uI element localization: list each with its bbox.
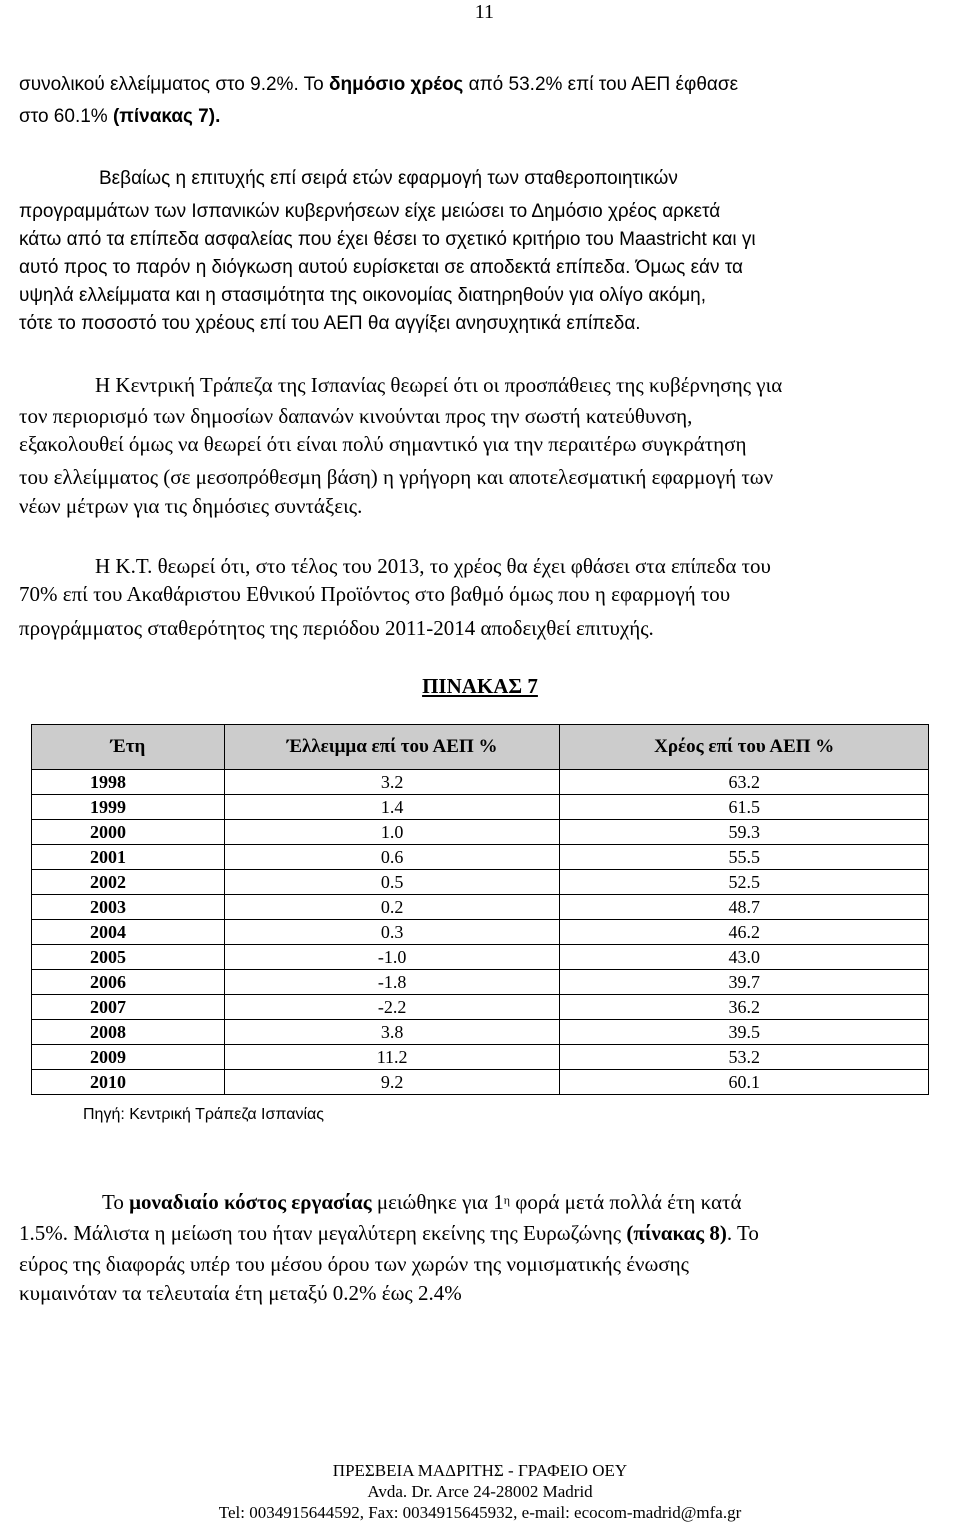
cell-deficit: 0.3 xyxy=(224,920,560,945)
table-row xyxy=(32,795,929,820)
para4-line-1: Η Κ.Τ. θεωρεί ότι, στο τέλος του 2013, το χρέος θα έχει φθάσει στα επίπεδα του xyxy=(95,554,771,578)
para4-line-3: προγράμματος σταθερότητος της περιόδου 2011-2014 αποδειχθεί επιτυχής. xyxy=(19,616,654,640)
cell-deficit: 11.2 xyxy=(224,1045,560,1070)
table-row xyxy=(32,995,929,1020)
header-deficit: Έλλειμμα επί του ΑΕΠ % xyxy=(224,725,560,770)
cell-year: 2010 xyxy=(32,1070,225,1095)
cell-debt: 52.5 xyxy=(560,870,929,895)
table-row xyxy=(32,970,929,995)
para3-line-5: νέων μέτρων για τις δημόσιες συντάξεις. xyxy=(19,494,363,518)
cell-debt: 59.3 xyxy=(560,820,929,845)
cell-debt: 60.1 xyxy=(560,1070,929,1095)
cell-deficit: -2.2 xyxy=(224,995,560,1020)
cell-year: 1998 xyxy=(32,770,225,795)
para3-line-4: του ελλείμματος (σε μεσοπρόθεσμη βάση) η γρήγορη και αποτελεσματική εφαρμογή των xyxy=(19,465,774,489)
para2-line-3: κάτω από τα επίπεδα ασφαλείας που έχει θέσει το σχετικό κριτήριο του Maastricht και γι xyxy=(19,229,756,250)
cell-deficit: 3.2 xyxy=(224,770,560,795)
cell-year: 2001 xyxy=(32,845,225,870)
cell-debt: 39.5 xyxy=(560,1020,929,1045)
cell-deficit: 3.8 xyxy=(224,1020,560,1045)
footer-contact: Tel: 0034915644592, Fax: 0034915645932, e-mail: ecocom-madrid@mfa.gr xyxy=(218,1503,742,1522)
cell-debt: 55.5 xyxy=(560,845,929,870)
cell-debt: 63.2 xyxy=(560,770,929,795)
para3-line-2: τον περιορισμό των δημοσίων δαπανών κινούνται προς την σωστή κατεύθυνση, xyxy=(19,404,693,428)
cell-deficit: -1.0 xyxy=(224,945,560,970)
cell-debt: 53.2 xyxy=(560,1045,929,1070)
cell-year: 2008 xyxy=(32,1020,225,1045)
table-row xyxy=(32,920,929,945)
cell-deficit: 1.0 xyxy=(224,820,560,845)
para2-line-1: Βεβαίως η επιτυχής επί σειρά ετών εφαρμογή των σταθεροποιητικών xyxy=(99,168,678,189)
table-row xyxy=(32,820,929,845)
table-header-row xyxy=(32,725,929,770)
cell-deficit: 9.2 xyxy=(224,1070,560,1095)
para5-line-3: εύρος της διαφοράς υπέρ του μέσου όρου των χωρών της νομισματικής ένωσης xyxy=(19,1252,689,1276)
para2-line-4: αυτό προς το παρόν η διόγκωση αυτού ευρίσκεται σε αποδεκτά επίπεδα. Όμως εάν τα xyxy=(19,257,744,278)
table-row xyxy=(32,1070,929,1095)
para1-line-1: συνολικού ελλείμματος στο 9.2%. Το δημόσιο χρέος από 53.2% επί του ΑΕΠ έφθασε xyxy=(19,74,739,95)
debt-deficit-table xyxy=(31,724,929,1095)
header-years: Έτη xyxy=(32,725,225,770)
cell-year: 2002 xyxy=(32,870,225,895)
cell-debt: 39.7 xyxy=(560,970,929,995)
cell-year: 2003 xyxy=(32,895,225,920)
cell-year: 1999 xyxy=(32,795,225,820)
cell-year: 2004 xyxy=(32,920,225,945)
table-row xyxy=(32,770,929,795)
cell-debt: 36.2 xyxy=(560,995,929,1020)
cell-year: 2006 xyxy=(32,970,225,995)
table-title: ΠΙΝΑΚΑΣ 7 xyxy=(422,674,538,698)
page-number: 11 xyxy=(474,1,494,23)
table-row xyxy=(32,1045,929,1070)
para2-line-5: υψηλά ελλείμματα και η στασιμότητα της οικονομίας διατηρηθούν για ολίγο ακόμη, xyxy=(19,285,707,306)
table-source: Πηγή: Κεντρική Τράπεζα Ισπανίας xyxy=(83,1106,324,1123)
para2-line-6: τότε το ποσοστό του χρέους επί του ΑΕΠ θα αγγίξει ανησυχητικά επίπεδα. xyxy=(19,313,641,334)
cell-deficit: 1.4 xyxy=(224,795,560,820)
para5-line-2: 1.5%. Μάλιστα η μείωση του ήταν μεγαλύτερη εκείνης της Ευρωζώνης (πίνακας 8). Το xyxy=(19,1221,759,1245)
cell-debt: 46.2 xyxy=(560,920,929,945)
cell-debt: 61.5 xyxy=(560,795,929,820)
cell-year: 2009 xyxy=(32,1045,225,1070)
table-row xyxy=(32,945,929,970)
header-debt: Χρέος επί του ΑΕΠ % xyxy=(560,725,929,770)
cell-debt: 43.0 xyxy=(560,945,929,970)
table-row xyxy=(32,870,929,895)
cell-debt: 48.7 xyxy=(560,895,929,920)
para4-line-2: 70% επί του Ακαθάριστου Εθνικού Προϊόντος στο βαθμό όμως που η εφαρμογή του xyxy=(19,582,731,606)
cell-deficit: 0.6 xyxy=(224,845,560,870)
para5-line-1: Το μοναδιαίο κόστος εργασίας μειώθηκε για $1^\eta$ φορά μετά πολλά έτη κατά xyxy=(102,1190,742,1214)
para2-line-2: προγραμμάτων των Ισπανικών κυβερνήσεων είχε μειώσει το Δημόσιο χρέος αρκετά xyxy=(19,201,721,222)
para5-line-4: κυμαινόταν τα τελευταία έτη μεταξύ 0.2% έως 2.4% xyxy=(19,1281,462,1305)
table-row xyxy=(32,845,929,870)
para1-line-2: στο 60.1% (πίνακας 7). xyxy=(19,106,221,127)
cell-year: 2005 xyxy=(32,945,225,970)
cell-deficit: -1.8 xyxy=(224,970,560,995)
table-row xyxy=(32,1020,929,1045)
cell-deficit: 0.2 xyxy=(224,895,560,920)
footer-embassy: ΠΡΕΣΒΕΙΑ ΜΑΔΡΙΤΗΣ - ΓΡΑΦΕΙΟ ΟΕΥ xyxy=(332,1461,628,1480)
cell-year: 2000 xyxy=(32,820,225,845)
para3-line-1: Η Κεντρική Τράπεζα της Ισπανίας θεωρεί ότι οι προσπάθειες της κυβέρνησης για xyxy=(95,373,783,397)
table-row xyxy=(32,895,929,920)
para3-line-3: εξακολουθεί όμως να θεωρεί ότι είναι πολύ σημαντικό για την περαιτέρω συγκράτηση xyxy=(19,432,747,456)
footer-address: Avda. Dr. Arce 24-28002 Madrid xyxy=(367,1482,593,1501)
cell-deficit: 0.5 xyxy=(224,870,560,895)
cell-year: 2007 xyxy=(32,995,225,1020)
